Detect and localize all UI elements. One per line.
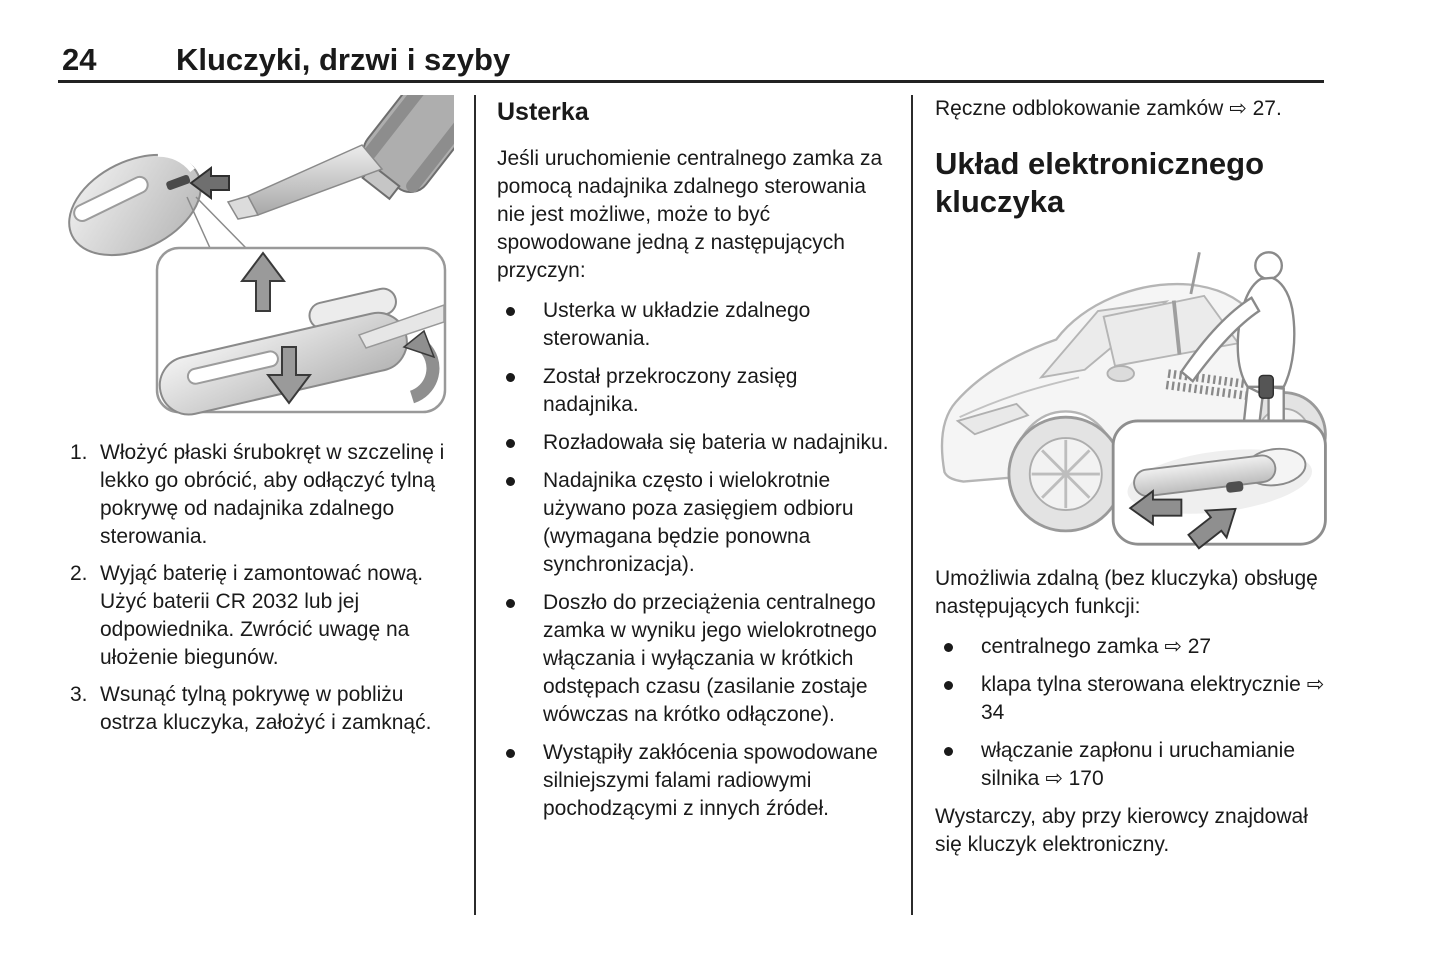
- list-item-text: klapa tylna sterowana elektrycznie ⇨ 34: [981, 673, 1325, 724]
- keyless-intro: Umożliwia zdalną (bez kluczyka) obsługę następujących funkcji:: [935, 567, 1318, 618]
- list-item-text: Nadajnika często i wielokrotnie używano poza zasięgiem odbioru (wymagana będzie ponowna synchronizacja).: [543, 469, 854, 576]
- keyless-entry-figure: [935, 235, 1333, 551]
- step-number: 1.: [70, 441, 88, 464]
- keyless-outro: Wystarczy, aby przy kierowcy znajdował się kluczyk elektroniczny.: [935, 805, 1308, 856]
- door-handle-inset: [1113, 421, 1325, 551]
- list-item-text: centralnego zamka ⇨ 27: [981, 635, 1212, 658]
- header-rule: [58, 80, 1324, 83]
- screwdriver-shaft: [248, 145, 382, 215]
- list-item: [497, 297, 893, 353]
- remote-key-battery-figure: [60, 95, 454, 427]
- list-item: [935, 737, 1333, 793]
- bullet-dot-icon: [944, 747, 953, 756]
- bullet-dot-icon: [506, 307, 515, 316]
- column-fault: [497, 95, 893, 833]
- column-divider-1: [474, 95, 476, 915]
- list-item: [497, 363, 893, 419]
- bullet-dot-icon: [506, 749, 515, 758]
- bullet-dot-icon: [506, 439, 515, 448]
- callout-line: [187, 197, 210, 248]
- fault-intro: Jeśli uruchomienie centralnego zamka za pomocą nadajnika zdalnego sterowania nie jest możliwe, może to być spowodowane jedną z następujących przyczyn:: [497, 147, 883, 282]
- column-electronic-key: [935, 95, 1333, 871]
- car-keyless-illustration: [935, 235, 1333, 551]
- list-item-text: Został przekroczony zasięg nadajnika.: [543, 365, 798, 416]
- column-battery-replacement: [60, 95, 454, 746]
- bullet-dot-icon: [944, 643, 953, 652]
- bullet-dot-icon: [506, 599, 515, 608]
- keyless-functions-list: [935, 633, 1333, 793]
- manual-unlock-crossref: Ręczne odblokowanie zamków ⇨ 27.: [935, 97, 1282, 120]
- step-number: 3.: [70, 683, 88, 706]
- page-number: 24: [62, 42, 97, 77]
- electronic-key-heading: Układ elektronicznego kluczyka: [935, 146, 1265, 219]
- step-text: Wyjąć baterię i zamontować nową. Użyć baterii CR 2032 lub jej odpowiednika. Zwrócić uwagę na ułożenie biegunów.: [100, 562, 424, 669]
- fault-causes-list: [497, 297, 893, 823]
- key-screwdriver-illustration: [60, 95, 454, 427]
- bullet-dot-icon: [506, 373, 515, 382]
- list-item: [935, 671, 1333, 727]
- fault-heading: Usterka: [497, 98, 589, 126]
- column-divider-2: [911, 95, 913, 915]
- list-item: [497, 429, 893, 457]
- step-text: Wsunąć tylną pokrywę w pobliżu ostrza kluczyka, założyć i zamknąć.: [100, 683, 432, 734]
- list-item-text: włączanie zapłonu i uruchamianie silnika ⇨ 170: [981, 739, 1296, 790]
- side-mirror: [1107, 366, 1134, 381]
- front-wheel: [1009, 417, 1123, 531]
- pocket-key: [1259, 375, 1273, 398]
- list-item: [497, 467, 893, 579]
- step-item: [60, 439, 454, 551]
- bullet-dot-icon: [944, 681, 953, 690]
- bullet-dot-icon: [506, 477, 515, 486]
- list-item-text: Wystąpiły zakłócenia spowodowane silniejszymi falami radiowymi pochodzącymi z innych źródeł.: [543, 741, 878, 820]
- step-item: [60, 681, 454, 737]
- battery-replacement-steps: [60, 439, 454, 737]
- list-item: [497, 739, 893, 823]
- list-item-text: Usterka w układzie zdalnego sterowania.: [543, 299, 811, 350]
- page-title: Kluczyki, drzwi i szyby: [176, 42, 511, 77]
- list-item: [935, 633, 1333, 661]
- list-item-text: Doszło do przeciążenia centralnego zamka w wyniku jego wielokrotnego włączania i wyłączania w krótkich odstępach czasu (zasilanie zostaje wówczas na krótko odłączone).: [543, 591, 877, 726]
- step-number: 2.: [70, 562, 88, 585]
- step-item: [60, 560, 454, 672]
- step-text: Włożyć płaski śrubokręt w szczelinę i lekko go obrócić, aby odłączyć tylną pokrywę od nadajnika zdalnego sterowania.: [100, 441, 445, 548]
- list-item-text: Rozładowała się bateria w nadajniku.: [543, 431, 889, 454]
- list-item: [497, 589, 893, 729]
